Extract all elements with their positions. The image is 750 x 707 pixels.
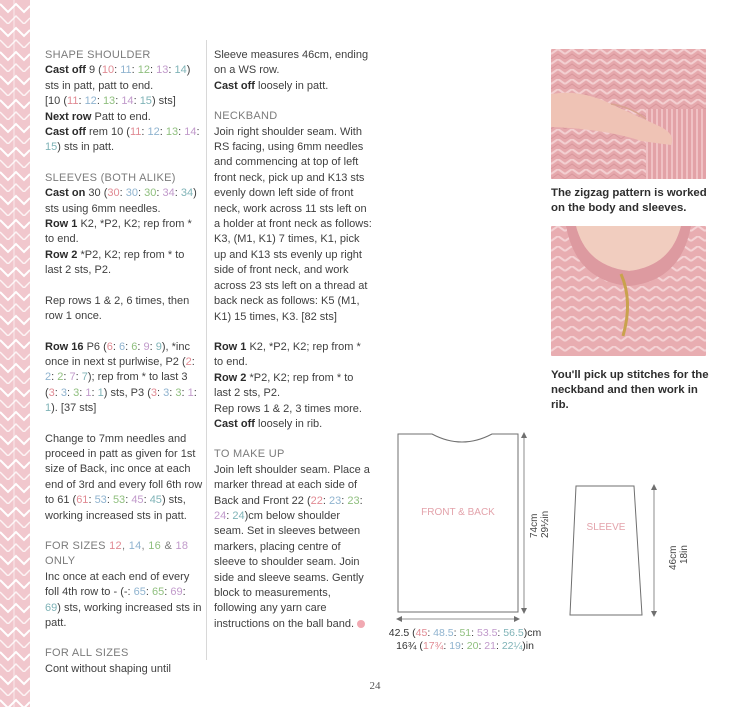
neckband-text: Join right shoulder seam. With RS facing, using 6mm needles and commencing at top of left front neck, pick up and K13 sts evenly down left side of front neck, work across 11 sts left on a holder at front neck as follows: K3, (M1, K1) 7 times, K1, pick up and K13 sts evenly up right side of front neck, and work across 23 sts left on a thread at back neck as follows: K5 (M1, K1) 15 times, K3. [82 sts] [214, 125, 372, 323]
instruction-inc: Inc once at each end of every foll 4th row to - (-: 65: 65: 69: 69) sts, working increased sts in patt. [45, 570, 202, 629]
section-heading-neckband: NECKBAND [214, 110, 278, 123]
instruction-row-16: Row 16 P6 (6: 6: 6: 9: 9), *inc once in next st purlwise, P2 (2: 2: 2: 7: 7); rep from * to last 3 (3: 3: 3: 1: 1) sts, P3 (3: 3: 3: 1: 1). [37 sts] [45, 340, 197, 415]
instruction-rib-row-2: Row 2 *P2, K2; rep from * to last 2 sts, P2. [214, 371, 354, 400]
sleeve-length-cm: 46cm [668, 545, 679, 570]
instruction-change-needles: Change to 7mm needles and proceed in patt as given for 1st size of Back, inc once at each end of 3rd and every foll 6th row to 61 (61: 53: 53: 45: 45) sts, working increased sts in patt. [45, 432, 203, 522]
instruction-castoff: Cast off 9 (10: 11: 12: 13: 14) sts in patt, patt to end. [45, 64, 191, 92]
garment-schematic [380, 420, 710, 660]
section-heading-for-sizes: FOR SIZES 12, 14, 16 & 18 ONLY [45, 539, 189, 568]
section-heading-for-all-sizes: FOR ALL SIZES [45, 647, 129, 660]
decorative-border [0, 0, 30, 707]
end-mark-icon [357, 620, 365, 628]
instruction-castoff-rib: Cast off loosely in rib. [214, 417, 323, 430]
instruction-castoff-rem: Cast off rem 10 (11: 12: 13: 14: 15) sts in patt. [45, 126, 200, 154]
make-up-text: Join left shoulder seam. Place a marker thread at each side of Back and Front 22 (22: 23: 23: 24: 24)cm below shoulder seam. Set in sleeves between markers, placing centre of sleeve to shoulder seam. Join side and sleeve seams. Gently block to measurements, following any yarn care instructions on the ball band. [214, 463, 370, 630]
body-length-in: 29½in [540, 510, 551, 538]
section-heading-shape-shoulder: SHAPE SHOULDER [45, 49, 151, 61]
instruction-rib-row-1: Row 1 K2, *P2, K2; rep from * to end. [214, 340, 361, 369]
stitch-count: [10 (11: 12: 13: 14: 15) sts] [45, 95, 176, 108]
body-length-cm: 74cm [529, 513, 540, 538]
front-back-label: FRONT & BACK [421, 507, 495, 518]
instruction-castoff-patt: Cast off loosely in patt. [214, 79, 329, 92]
instruction-rib-repeat: Rep rows 1 & 2, 3 times more. [214, 402, 362, 415]
sleeve-outline [570, 486, 642, 615]
sleeve-label: SLEEVE [586, 522, 626, 533]
section-heading-sleeves: SLEEVES (BOTH ALIKE) [45, 171, 176, 184]
width-cm: 42.5 (45: 48.5: 51: 53.5: 56.5)cm [388, 627, 542, 639]
section-heading-to-make-up: TO MAKE UP [214, 448, 285, 461]
instructions-column-1 [45, 48, 203, 677]
instruction-row-1: Row 1 K2, *P2, K2; rep from * to end. [45, 218, 192, 246]
photo-sweater-sleeve [551, 49, 706, 179]
caption-zigzag: The zigzag pattern is worked on the body and sleeves. [551, 187, 707, 214]
sleeve-length-in: 18in [679, 545, 690, 564]
instruction-repeat: Rep rows 1 & 2, 6 times, then row 1 once. [45, 294, 190, 323]
instruction-caston: Cast on 30 (30: 30: 30: 34: 34) sts using 6mm needles. [45, 187, 197, 215]
width-measurement [380, 627, 550, 653]
page-number: 24 [369, 680, 381, 692]
front-back-outline [398, 434, 518, 612]
instruction-next-row: Next row Patt to end. [45, 110, 151, 123]
photo-sweater-neckband [551, 226, 706, 356]
caption-neckband: You'll pick up stitches for the neckband and then work in rib. [551, 369, 709, 411]
instructions-column-2 [214, 48, 372, 632]
instruction-cont: Cont without shaping until [45, 662, 171, 675]
width-in: 16¾ (17¾: 19: 20: 21: 22¼)in [396, 640, 534, 652]
instruction-row-2: Row 2 *P2, K2; rep from * to last 2 sts, P2. [45, 248, 185, 277]
sleeve-measure: Sleeve measures 46cm, ending on a WS row. [214, 49, 369, 77]
column-divider [206, 40, 207, 660]
